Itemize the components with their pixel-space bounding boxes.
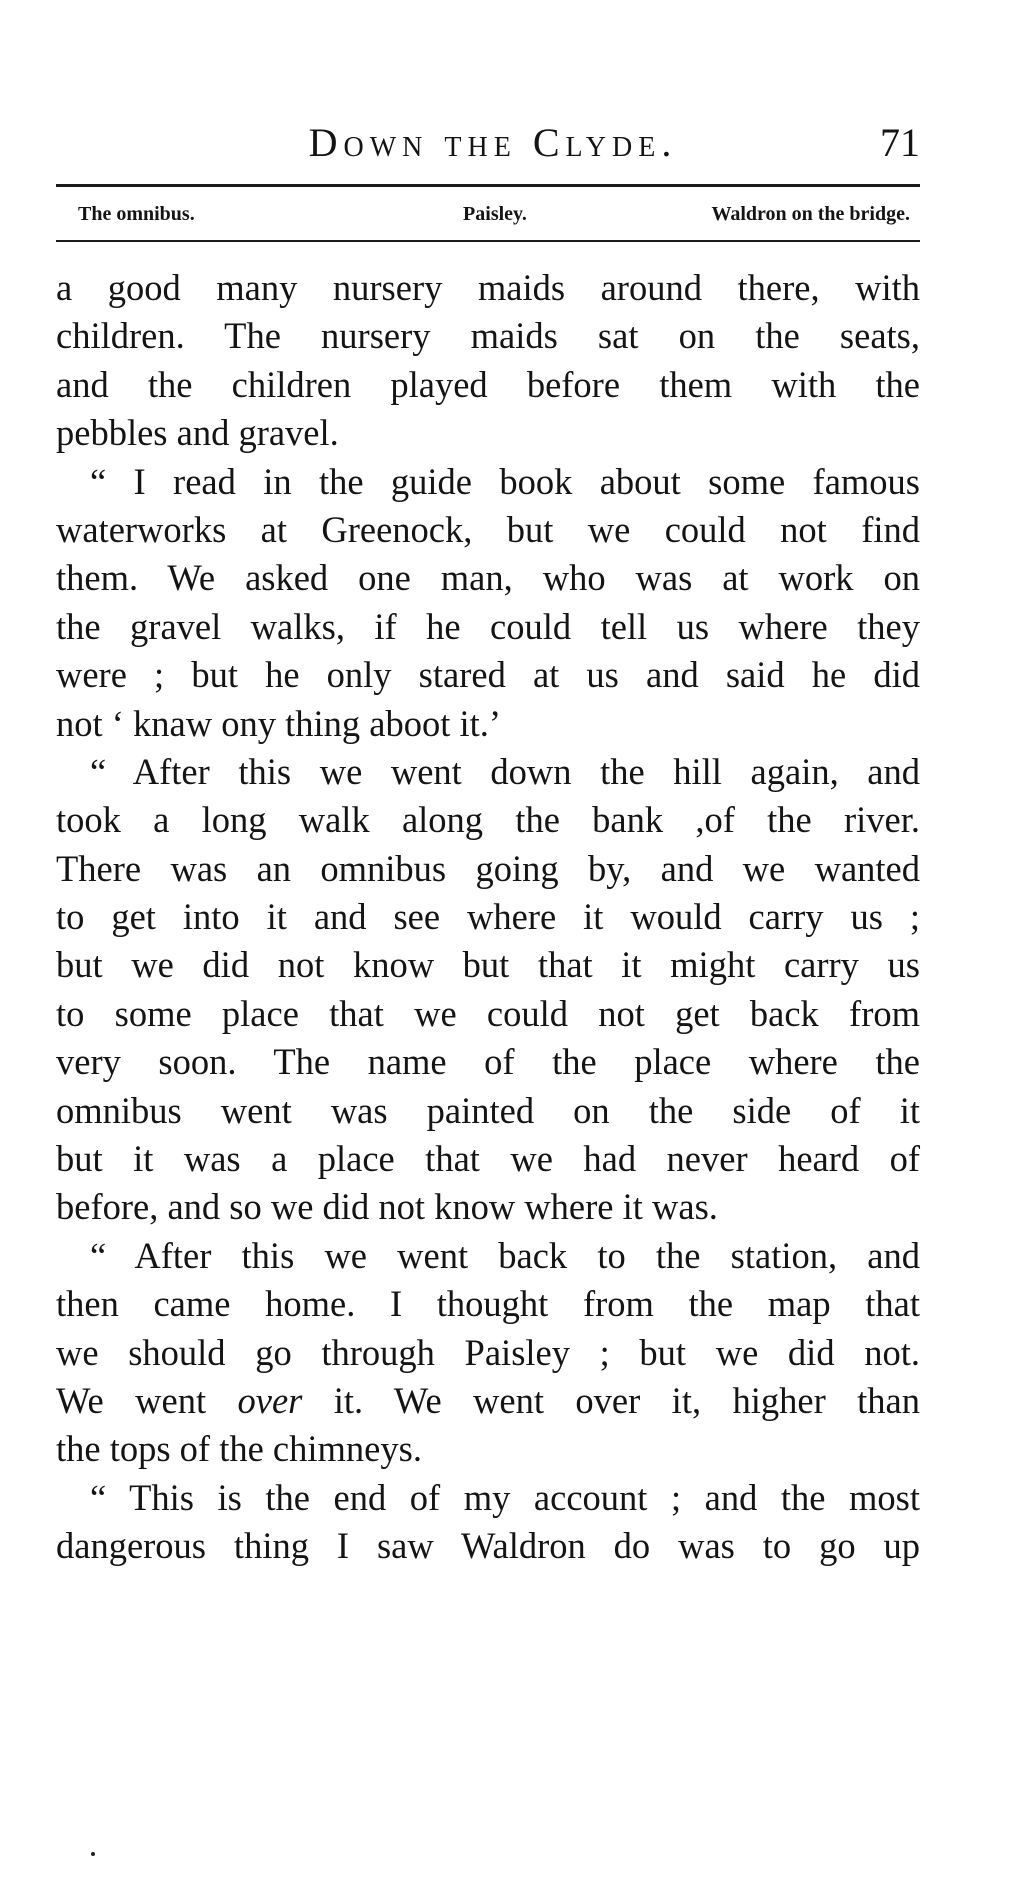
text-line: pebbles and gravel. xyxy=(56,412,339,454)
header-rule-top xyxy=(56,184,920,187)
topic-subheads xyxy=(56,196,920,232)
text-line: very soon. The name of the place where the xyxy=(56,1041,920,1083)
text-line: to some place that we could not get back from xyxy=(56,992,920,1034)
running-title: Down the Clyde. xyxy=(308,120,678,165)
text-line: them. We asked one man, who was at work on xyxy=(56,557,920,599)
text-line: the gravel walks, if he could tell us where they xyxy=(56,605,920,647)
text-line-with-emphasis xyxy=(56,1377,920,1425)
text-line: “ After this we went down the hill again, and xyxy=(90,750,920,792)
text-line: then came home. I thought from the map that xyxy=(56,1283,920,1325)
text-line: but we did not know but that it might carry us xyxy=(56,944,920,986)
body-text xyxy=(56,264,920,1571)
subhead-waldron-on-the-bridge: Waldron on the bridge. xyxy=(711,203,910,225)
text-line: to get into it and see where it would carry us ; xyxy=(56,896,920,938)
emphasized-word: over xyxy=(237,1379,303,1421)
text-line: and the children played before them with the xyxy=(56,363,920,405)
text-line: were ; but he only stared at us and said he did xyxy=(56,654,920,696)
text-line: There was an omnibus going by, and we wanted xyxy=(56,847,920,889)
text-line: but it was a place that we had never heard of xyxy=(56,1138,920,1180)
stray-print-mark xyxy=(91,1852,95,1856)
text-line: we should go through Paisley ; but we did not. xyxy=(56,1331,920,1373)
subhead-paisley: Paisley. xyxy=(463,203,527,225)
text-line: waterworks at Greenock, but we could not find xyxy=(56,508,920,550)
text-line: “ This is the end of my account ; and the most xyxy=(90,1476,920,1518)
subhead-the-omnibus: The omnibus. xyxy=(78,203,195,225)
text-segment: it. We went over it, higher than xyxy=(302,1379,920,1421)
text-line: dangerous thing I saw Waldron do was to go up xyxy=(56,1525,920,1567)
page-number: 71 xyxy=(880,120,920,165)
text-line: omnibus went was painted on the side of it xyxy=(56,1089,920,1131)
text-line: “ After this we went back to the station, and xyxy=(90,1234,920,1276)
text-line: took a long walk along the bank ,of the river. xyxy=(56,799,920,841)
text-line: before, and so we did not know where it was. xyxy=(56,1186,718,1228)
text-line: “ I read in the guide book about some famous xyxy=(90,460,920,502)
text-line: children. The nursery maids sat on the seats, xyxy=(56,315,920,357)
text-segment: We went xyxy=(56,1379,238,1421)
running-head xyxy=(56,118,920,168)
text-line: the tops of the chimneys. xyxy=(56,1428,422,1470)
text-line: not ‘ knaw ony thing aboot it.’ xyxy=(56,702,502,744)
header-rule-bottom xyxy=(56,240,920,242)
text-line: a good many nursery maids around there, with xyxy=(56,267,920,308)
